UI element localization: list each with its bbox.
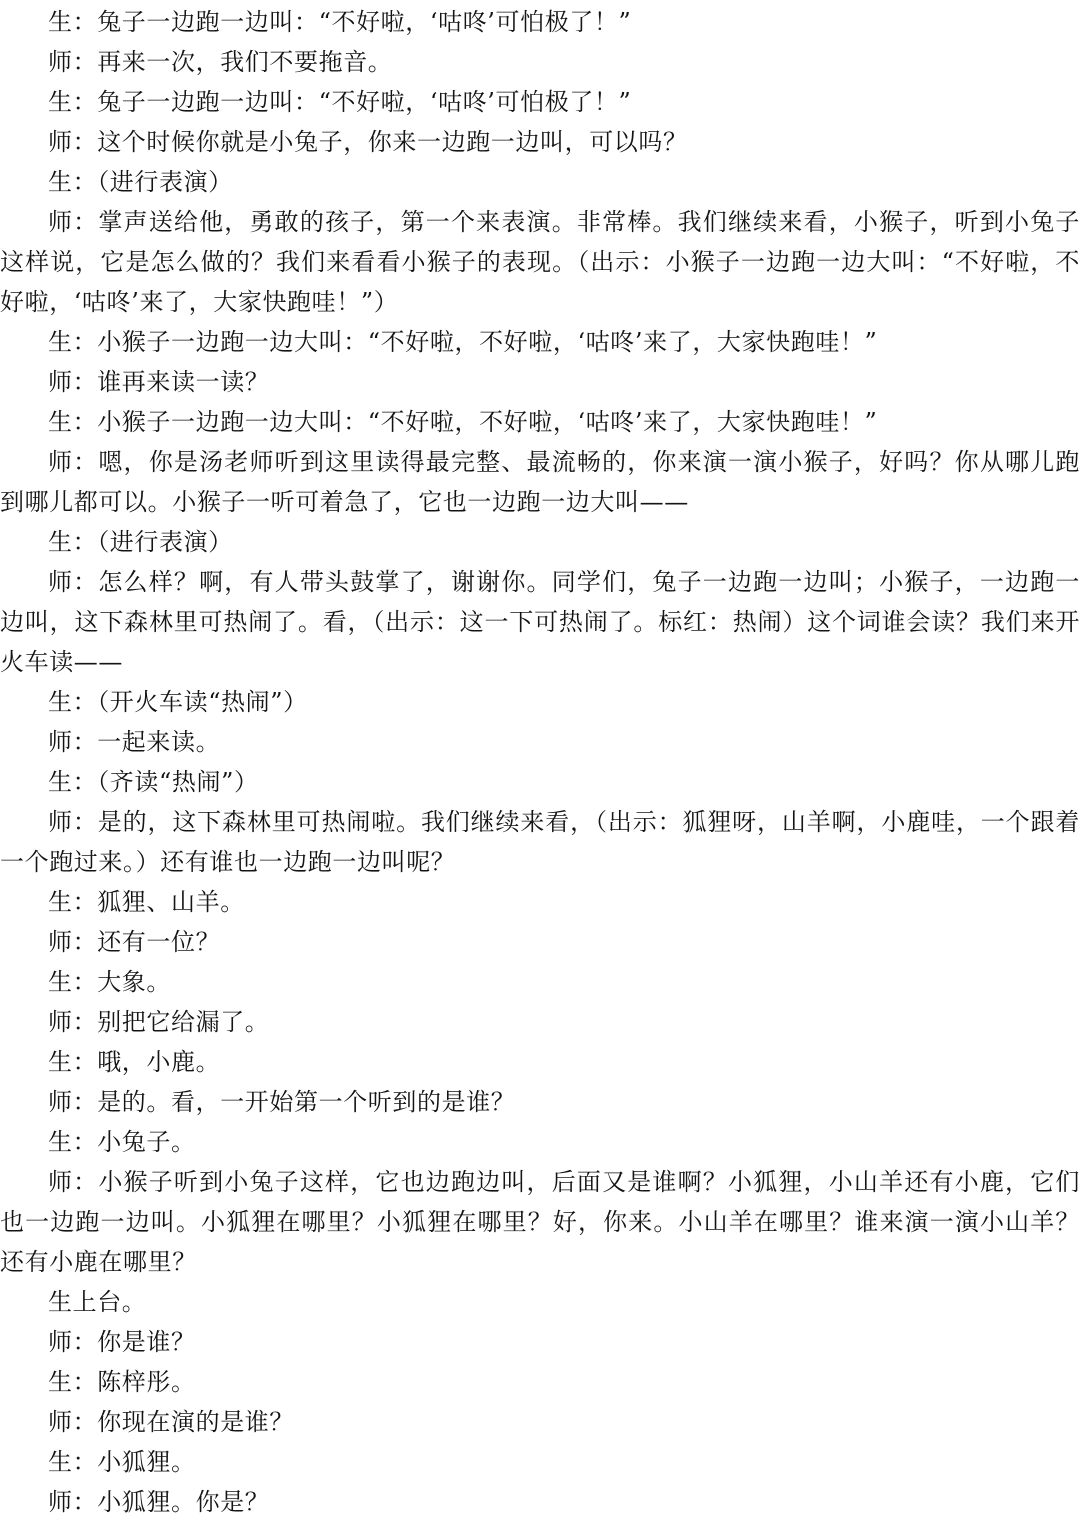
transcript-line: 师：是的，这下森林里可热闹啦。我们继续来看，（出示：狐狸呀，山羊啊，小鹿哇，一个跟着一个跑过来。）还有谁也一边跑一边叫呢？ [0,808,1080,876]
transcript-line: 师：别把它给漏了。 [48,1008,270,1036]
transcript-line: 生上台。 [48,1288,147,1316]
transcript-line: 生：小猴子一边跑一边大叫：“不好啦，不好啦，‘咕咚’来了，大家快跑哇！” [48,328,878,356]
transcript-line: 生：陈梓彤。 [48,1368,196,1396]
transcript-line: 师：还有一位？ [48,928,221,956]
transcript-line: 生：哦，小鹿。 [48,1048,221,1076]
transcript-line: 师：你现在演的是谁？ [48,1408,294,1436]
transcript-line: 师：嗯，你是汤老师听到这里读得最完整、最流畅的，你来演一演小猴子，好吗？你从哪儿跑到哪儿都可以。小猴子一听可着急了，它也一边跑一边大叫—— [0,448,1080,516]
transcript-line: 生：狐狸、山羊。 [48,888,245,916]
transcript-line: 师：是的。看，一开始第一个听到的是谁？ [48,1088,516,1116]
transcript-line: 师：再来一次，我们不要拖音。 [48,48,393,76]
transcript-line: 生：大象。 [48,968,171,996]
transcript-line: 师：谁再来读一读？ [48,368,270,396]
transcript-line: 生：小狐狸。 [48,1448,196,1476]
transcript-line: 生：小猴子一边跑一边大叫：“不好啦，不好啦，‘咕咚’来了，大家快跑哇！” [48,408,878,436]
transcript-line: 师：怎么样？啊，有人带头鼓掌了，谢谢你。同学们，兔子一边跑一边叫；小猴子，一边跑一边叫，这下森林里可热闹了。看，（出示：这一下可热闹了。标红：热闹）这个词谁会读？我们来开火车读—— [0,568,1080,676]
transcript-line: 师：小狐狸。你是？ [48,1488,270,1516]
transcript-line: 生：小兔子。 [48,1128,196,1156]
transcript-line: 生：（进行表演） [48,168,233,196]
transcript-line: 师：一起来读。 [48,728,221,756]
transcript-line: 生：兔子一边跑一边叫：“不好啦，‘咕咚’可怕极了！” [48,8,632,36]
transcript [0,2,1080,1522]
transcript-line: 师：这个时候你就是小兔子，你来一边跑一边叫，可以吗？ [48,128,688,156]
transcript-line: 生：（开火车读“热闹”） [48,688,308,716]
transcript-line: 生：兔子一边跑一边叫：“不好啦，‘咕咚’可怕极了！” [48,88,632,116]
transcript-line: 师：小猴子听到小兔子这样，它也边跑边叫，后面又是谁啊？小狐狸，小山羊还有小鹿，它们也一边跑一边叫。小狐狸在哪里？小狐狸在哪里？好，你来。小山羊在哪里？谁来演一演小山羊？还有小鹿在哪里？ [0,1168,1080,1276]
transcript-line: 师：掌声送给他，勇敢的孩子，第一个来表演。非常棒。我们继续来看，小猴子，听到小兔子这样说，它是怎么做的？我们来看看小猴子的表现。（出示：小猴子一边跑一边大叫：“不好啦，不好啦，‘咕咚’来了，大家快跑哇！”） [0,208,1080,316]
transcript-line: 生：（进行表演） [48,528,233,556]
transcript-line: 生：（齐读“热闹”） [48,768,259,796]
transcript-line: 师：你是谁？ [48,1328,196,1356]
